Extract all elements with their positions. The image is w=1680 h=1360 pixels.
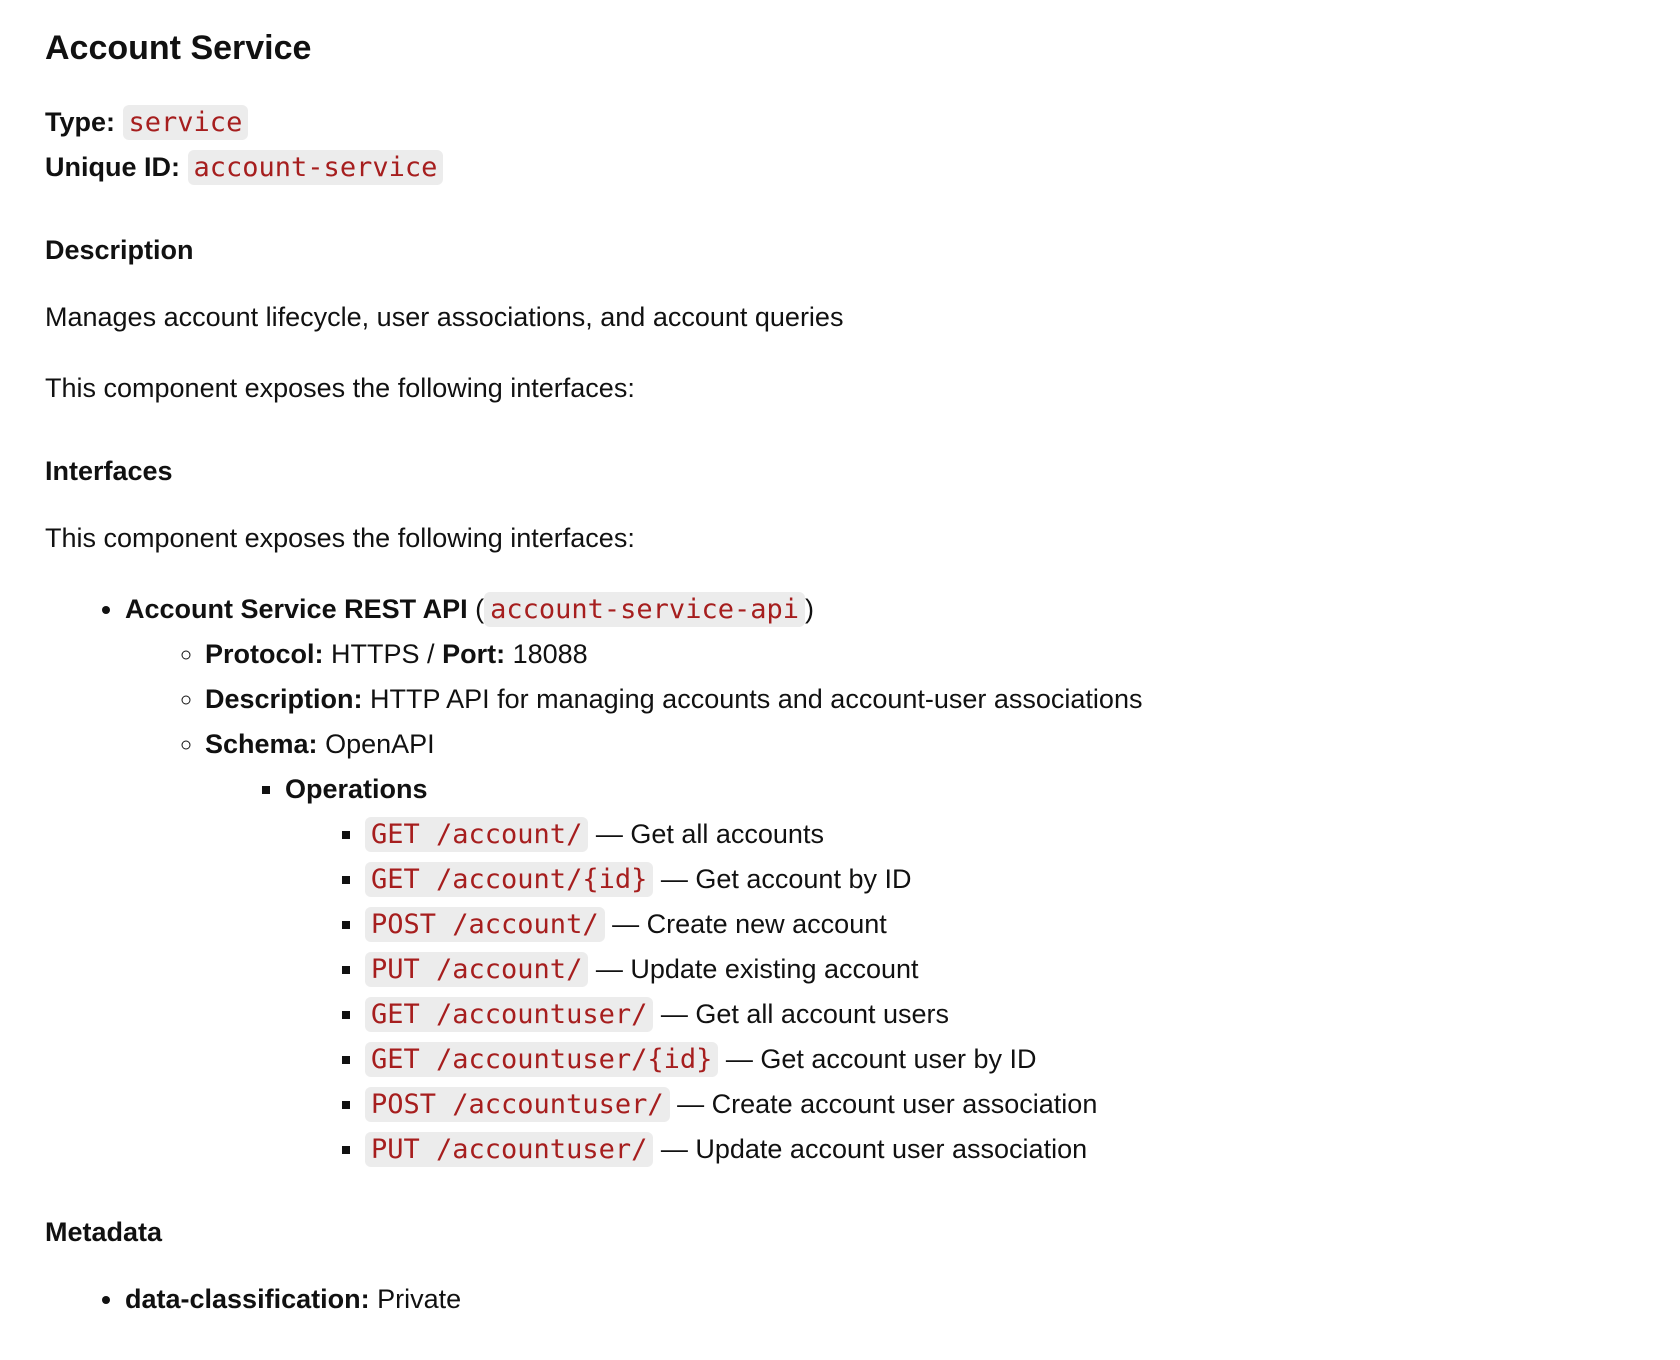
protocol-label: Protocol: [205,639,324,669]
operation-desc: — Update account user association [660,1134,1088,1164]
interface-id: account-service-api [484,592,805,627]
type-label: Type: [45,107,116,137]
description-heading: Description [45,235,194,265]
operation-item [365,1037,1635,1082]
operation-desc: — Get account user by ID [725,1044,1037,1074]
operations-list [285,812,1635,1172]
operation-code: GET /account/{id} [365,862,653,897]
operation-item [365,857,1635,902]
port-label: Port: [442,639,506,669]
exposes-text-1: This component exposes the following interfaces: [45,373,635,403]
operation-item [365,1127,1635,1172]
interface-description-item [205,677,1635,722]
metadata-key: data-classification: [125,1284,370,1314]
protocol-value: HTTPS [331,639,420,669]
operation-item [365,1082,1635,1127]
page-title: Account Service [45,29,312,67]
operation-desc: — Create account user association [677,1089,1098,1119]
operation-code: POST /accountuser/ [365,1087,670,1122]
operation-code: POST /account/ [365,907,605,942]
operation-item [365,902,1635,947]
operation-desc: — Get all accounts [595,819,824,849]
port-value: 18088 [512,639,588,669]
interface-description-label: Description: [205,684,363,714]
unique-id-label: Unique ID: [45,152,180,182]
exposes-text-2: This component exposes the following interfaces: [45,523,635,553]
interfaces-list [45,587,1635,1172]
interfaces-heading: Interfaces [45,456,173,486]
operations-item [285,767,1635,1172]
unique-id-line [45,145,1635,190]
operation-item [365,812,1635,857]
operation-code: PUT /account/ [365,952,588,987]
metadata-value: Private [377,1284,462,1314]
type-value: service [123,105,249,140]
metadata-list [45,1277,1635,1322]
description-text: Manages account lifecycle, user associations, and account queries [45,302,844,332]
operation-code: GET /accountuser/{id} [365,1042,718,1077]
operation-desc: — Get all account users [660,999,949,1029]
metadata-heading: Metadata [45,1217,163,1247]
schema-label: Schema: [205,729,318,759]
interface-name: Account Service REST API [125,594,468,624]
protocol-separator: / [427,639,435,669]
interface-description-value: HTTP API for managing accounts and account-user associations [370,684,1143,714]
interface-close-paren: ) [804,594,814,624]
operation-code: GET /account/ [365,817,588,852]
operation-desc: — Get account by ID [660,864,912,894]
operation-desc: — Create new account [612,909,887,939]
schema-item [205,722,1635,1172]
operation-code: GET /accountuser/ [365,997,653,1032]
schema-value: OpenAPI [325,729,435,759]
operations-label: Operations [285,774,428,804]
protocol-item [205,632,1635,677]
interface-details [125,632,1635,1172]
operation-item [365,947,1635,992]
interface-item [125,587,1635,1172]
interface-open-paren: ( [475,594,485,624]
operation-desc: — Update existing account [595,954,919,984]
type-line [45,100,1635,145]
operation-item [365,992,1635,1037]
operations-group [205,767,1635,1172]
operation-code: PUT /accountuser/ [365,1132,653,1167]
unique-id-value: account-service [188,150,444,185]
metadata-item [125,1277,1635,1322]
